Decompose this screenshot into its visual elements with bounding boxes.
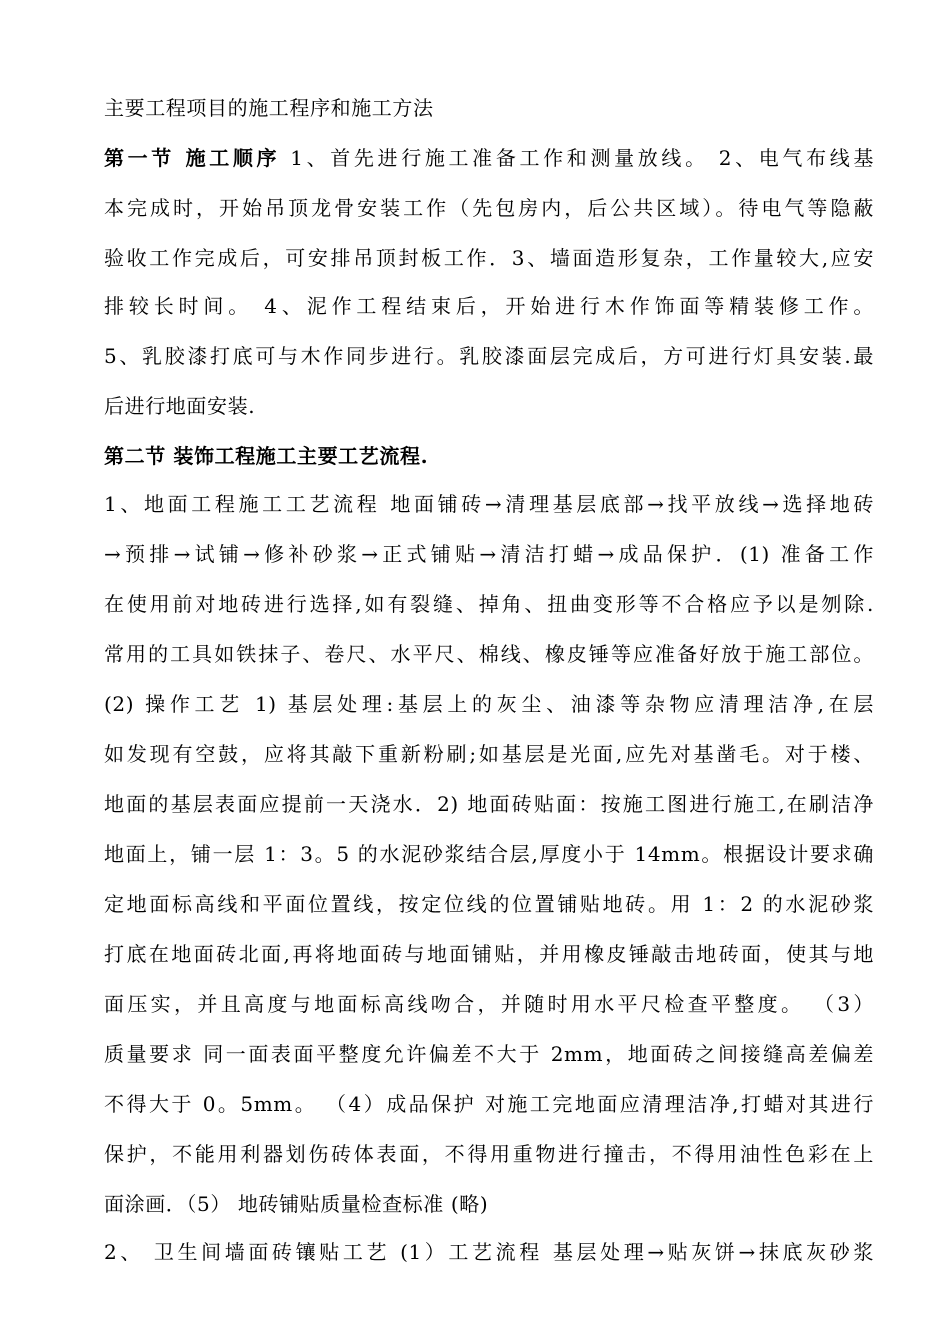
text-line: 验收工作完成后，可安排吊顶封板工作．3、墙面造形复杂，工作量较大,应安 bbox=[104, 246, 874, 270]
text-line: 不得大于 0。5mm。 （4）成品保护 对施工完地面应清理洁净,打蜡对其进行 bbox=[104, 1092, 874, 1116]
text-line: 定地面标高线和平面位置线，按定位线的位置铺贴地砖。用 1：2 的水泥砂浆 bbox=[104, 892, 874, 916]
text-run: 1、首先进行施工准备工作和测量放线。 2、电气布线基 bbox=[290, 146, 874, 170]
text-line: 地面的基层表面应提前一天浇水．2) 地面砖贴面：按施工图进行施工,在刷洁净 bbox=[104, 792, 874, 816]
text-line: 2、 卫生间墙面砖镶贴工艺 (1）工艺流程 基层处理→贴灰饼→抹底灰砂浆 bbox=[104, 1240, 874, 1264]
text-line: 后进行地面安装. bbox=[104, 394, 256, 418]
text-line: 第二节 装饰工程施工主要工艺流程. bbox=[104, 444, 429, 468]
text-line: 本完成时，开始吊顶龙骨安装工作（先包房内，后公共区域）。待电气等隐蔽 bbox=[104, 196, 874, 220]
text-line: 1、地面工程施工工艺流程 地面铺砖→清理基层底部→找平放线→选择地砖 bbox=[104, 492, 874, 516]
text-line: →预排→试铺→修补砂浆→正式铺贴→清洁打蜡→成品保护．(1) 准备工作 bbox=[104, 542, 874, 566]
text-line: 面涂画．（5） 地砖铺贴质量检查标准 (略) bbox=[104, 1192, 489, 1216]
text-line: 如发现有空鼓，应将其敲下重新粉刷;如基层是光面,应先对基凿毛。对于楼、 bbox=[104, 742, 874, 766]
text-line: 常用的工具如铁抹子、卷尺、水平尺、棉线、橡皮锤等应准备好放于施工部位。 bbox=[104, 642, 874, 666]
text-line: 打底在地面砖北面,再将地面砖与地面铺贴，并用橡皮锤敲击地砖面，使其与地 bbox=[104, 942, 874, 966]
text-line: 5、乳胶漆打底可与木作同步进行。乳胶漆面层完成后，方可进行灯具安装.最 bbox=[104, 344, 874, 368]
text-line: (2) 操作工艺 1) 基层处理:基层上的灰尘、油漆等杂物应清理洁净,在层 bbox=[104, 692, 874, 716]
text-line: 排较长时间。 4、泥作工程结束后，开始进行木作饰面等精装修工作。 bbox=[104, 294, 874, 318]
text-line: 面压实，并且高度与地面标高线吻合，并随时用水平尺检查平整度。 （3） bbox=[104, 992, 874, 1016]
text-line bbox=[104, 146, 874, 170]
text-line: 质量要求 同一面表面平整度允许偏差不大于 2mm，地面砖之间接缝高差偏差 bbox=[104, 1042, 874, 1066]
text-line: 在使用前对地砖进行选择,如有裂缝、掉角、扭曲变形等不合格应予以是刎除. bbox=[104, 592, 874, 616]
section-heading: 第一节 施工顺序 bbox=[104, 146, 281, 170]
text-line: 地面上，铺一层 1：3。5 的水泥砂浆结合层,厚度小于 14mm。根据设计要求确 bbox=[104, 842, 874, 866]
text-line: 保护，不能用利器划伤砖体表面，不得用重物进行撞击，不得用油性色彩在上 bbox=[104, 1142, 874, 1166]
text-line: 主要工程项目的施工程序和施工方法 bbox=[104, 96, 434, 120]
